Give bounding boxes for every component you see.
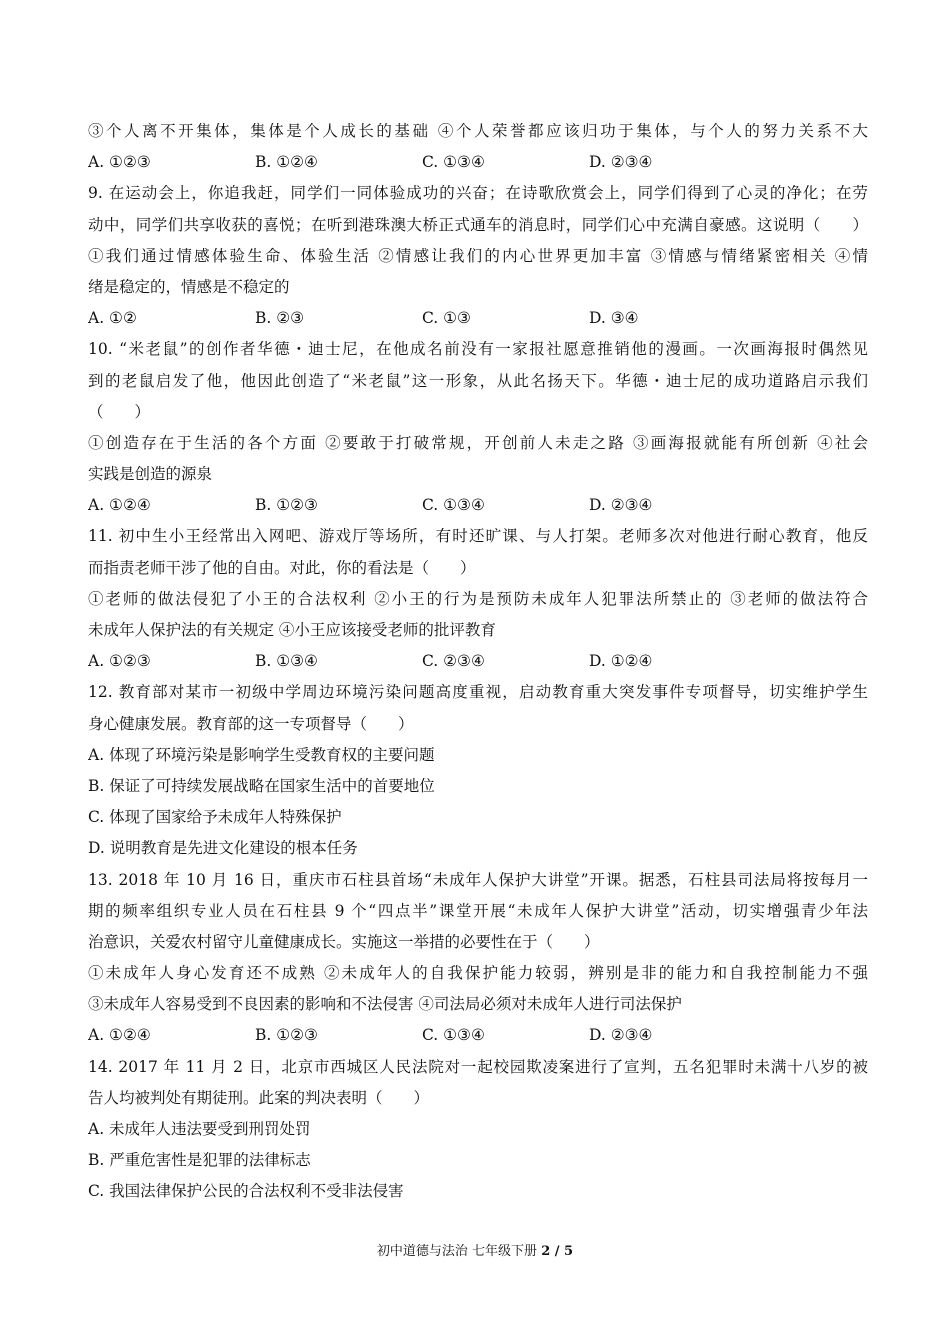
q11-option-c: C. ②③④: [422, 652, 485, 671]
q9-stem-line: 动中，同学们共享收获的喜悦；在听到港珠澳大桥正式通车的消息时，同学们心中充满自豪感。这说明（ ）: [88, 215, 868, 234]
page-number: 2 / 5: [541, 1244, 574, 1259]
q8-statement-line: ③个人离不开集体，集体是个人成长的基础 ④个人荣誉都应该归功于集体，与个人的努力关系不大: [88, 122, 868, 140]
q9-options: [88, 303, 868, 334]
q11-option-d: D. ①②④: [589, 652, 653, 671]
exam-page: [88, 116, 868, 1208]
q11-stem-line: 11. 初中生小王经常出入网吧、游戏厅等场所，有时还旷课、与人打架。老师多次对他进行耐心教育，他反: [88, 527, 868, 546]
q12-option-b: B. 保证了可持续发展战略在国家生活中的首要地位: [88, 776, 435, 795]
q12-stem-line: 12. 教育部对某市一初级中学周边环境污染问题高度重视，启动教育重大突发事件专项督导，切实维护学生: [88, 683, 868, 702]
q12-option-d: D. 说明教育是先进文化建设的根本任务: [88, 839, 358, 858]
q12-stem-line: 身心健康发展。教育部的这一专项督导（ ）: [88, 714, 414, 733]
q13-option-a: A. ①②④: [88, 1026, 151, 1045]
q10-option-c: C. ①③④: [422, 496, 485, 515]
q13-options: [88, 1020, 868, 1051]
q14-option-a: A. 未成年人违法要受到刑罚处罚: [88, 1120, 311, 1138]
q13-stem-line: 期的频率组织专业人员在石柱县 9 个“四点半”课堂开展“未成年人保护大讲堂”活动，切实增强青少年法: [88, 901, 868, 920]
q13-option-b: B. ①②③: [255, 1026, 318, 1045]
q10-option-b: B. ①②③: [255, 496, 318, 515]
q11-option-a: A. ①②③: [88, 652, 151, 671]
q11-options: [88, 646, 868, 677]
q13-statement-line: ③未成年人容易受到不良因素的影响和不法侵害 ④司法局必须对未成年人进行司法保护: [88, 995, 682, 1014]
footer-subject: 初中道德与法治 七年级下册: [376, 1244, 542, 1259]
q13-option-d: D. ②③④: [589, 1026, 653, 1045]
q13-stem-line: 治意识，关爱农村留守儿童健康成长。实施这一举措的必要性在于（ ）: [88, 932, 600, 951]
q8-option-b: B. ①②④: [255, 153, 318, 172]
q10-option-a: A. ①②④: [88, 496, 151, 515]
q14-stem-line: 14. 2017 年 11 月 2 日，北京市西城区人民法院对一起校园欺凌案进行了宣判，五名犯罪时未满十八岁的被: [88, 1057, 868, 1076]
q9-statement-line: 绪是稳定的，情感是不稳定的: [88, 277, 290, 296]
q14-option-c: C. 我国法律保护公民的合法权利不受非法侵害: [88, 1182, 404, 1201]
q10-stem-line: 到的老鼠启发了他，他因此创造了“米老鼠”这一形象，从此名扬天下。华德・迪士尼的成功道路启示我们: [88, 371, 868, 390]
q10-statement-line: ①创造存在于生活的各个方面 ②要敢于打破常规，开创前人未走之路 ③画海报就能有所创新 ④社会: [88, 433, 868, 452]
q9-stem-line: 9. 在运动会上，你追我赶，同学们一同体验成功的兴奋；在诗歌欣赏会上，同学们得到了心灵的净化；在劳: [88, 184, 868, 203]
q8-option-c: C. ①③④: [422, 153, 485, 172]
q9-statement-line: ①我们通过情感体验生命、体验生活 ②情感让我们的内心世界更加丰富 ③情感与情绪紧密相关 ④情: [88, 246, 868, 265]
q10-options: [88, 490, 868, 521]
q11-stem-line: 而指责老师干涉了他的自由。对此，你的看法是（ ）: [88, 558, 476, 577]
q14-option-b: B. 严重危害性是犯罪的法律标志: [88, 1151, 311, 1170]
q10-option-d: D. ②③④: [589, 496, 653, 515]
q13-option-c: C. ①③④: [422, 1026, 485, 1045]
q11-statement-line: ①老师的做法侵犯了小王的合法权利 ②小王的行为是预防未成年人犯罪法所禁止的 ③老师的做法符合: [88, 589, 868, 608]
q10-stem-line: 10. “米老鼠”的创作者华德・迪士尼，在他成名前没有一家报社愿意推销他的漫画。一次画海报时偶然见: [88, 340, 868, 359]
q9-option-d: D. ③④: [589, 309, 639, 328]
q9-option-a: A. ①②: [88, 309, 137, 328]
q8-option-a: A. ①②③: [88, 153, 151, 172]
q12-option-c: C. 体现了国家给予未成年人特殊保护: [88, 808, 342, 827]
q9-option-b: B. ②③: [255, 309, 305, 328]
q8-options: [88, 147, 868, 178]
q9-option-c: C. ①③: [422, 309, 471, 328]
q11-statement-line: 未成年人保护法的有关规定 ④小王应该接受老师的批评教育: [88, 621, 496, 639]
q11-option-b: B. ①③④: [255, 652, 318, 671]
page-footer: [0, 1242, 950, 1262]
q13-stem-line: 13. 2018 年 10 月 16 日，重庆市石柱县首场“未成年人保护大讲堂”开课。据悉，石柱县司法局将按每月一: [88, 870, 868, 889]
q12-option-a: A. 体现了环境污染是影响学生受教育权的主要问题: [88, 745, 435, 764]
q8-option-d: D. ②③④: [589, 153, 653, 172]
q14-stem-line: 告人均被判处有期徒刑。此案的判决表明（ ）: [88, 1088, 430, 1107]
q13-statement-line: ①未成年人身心发育还不成熟 ②未成年人的自我保护能力较弱，辨别是非的能力和自我控制能力不强: [88, 964, 868, 983]
q10-statement-line: 实践是创造的源泉: [88, 465, 213, 484]
q10-stem-line: （ ）: [88, 402, 151, 421]
